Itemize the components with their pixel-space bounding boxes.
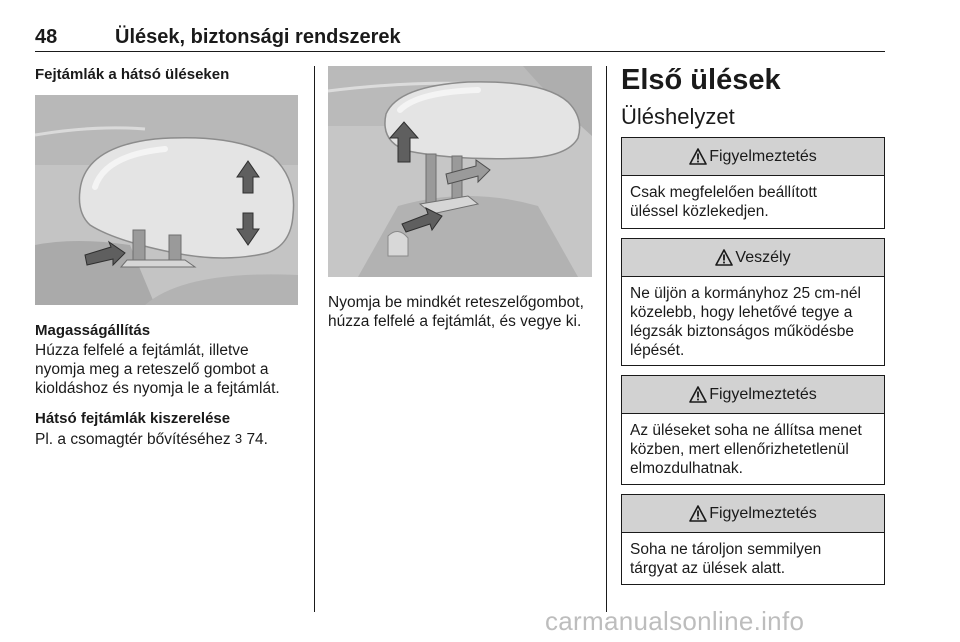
rear-headrest-illustration (35, 95, 298, 305)
danger-box (621, 238, 885, 366)
removal-text-body: Pl. a csomagtér bővítéséhez (35, 431, 231, 448)
warning-title: Figyelmeztetés (709, 385, 817, 403)
warning-line: elmozdulhatnak. (630, 460, 743, 477)
rear-headrest-heading: Fejtámlák a hátsó üléseken (35, 66, 230, 83)
height-adjust-line: kioldáshoz és nyomja le a fejtámlát. (35, 380, 280, 397)
height-adjust-title: Magasságállítás (35, 322, 151, 339)
removal-instruction-line: Nyomja be mindkét reteszelőgombot, (328, 294, 584, 311)
warning-line: közben, mert ellenőrizhetetlenül (630, 441, 849, 458)
height-adjust-line: nyomja meg a reteszelő gombot a (35, 361, 269, 378)
warning-box-header (622, 376, 884, 414)
warning-box-header (622, 495, 884, 533)
section-title: Első ülések (621, 64, 781, 96)
warning-box (621, 375, 885, 485)
page-ref-arrow-icon[interactable]: 3 (234, 431, 243, 446)
danger-line: Ne üljön a kormányhoz 25 cm-nél (630, 285, 861, 302)
chapter-title: Ülések, biztonsági rendszerek (115, 26, 401, 48)
danger-line: légzsák biztonságos működésbe (630, 323, 855, 340)
warning-title: Figyelmeztetés (709, 504, 817, 522)
warning-line: tárgyat az ülések alatt. (630, 560, 786, 577)
danger-line: lépését. (630, 342, 685, 359)
section-subtitle: Üléshelyzet (621, 104, 735, 129)
danger-title: Veszély (735, 248, 791, 266)
removal-text (35, 429, 268, 449)
watermark: carmanualsonline.info (545, 606, 805, 636)
page-header (35, 24, 885, 52)
warning-body (622, 533, 884, 587)
warning-body (622, 414, 884, 487)
warning-line: üléssel közlekedjen. (630, 203, 769, 220)
warning-line: Csak megfelelően beállított (630, 184, 817, 201)
warning-triangle-icon (689, 386, 707, 403)
danger-line: közelebb, hogy lehetővé tegye a (630, 304, 853, 321)
warning-box-header (622, 138, 884, 176)
warning-title: Figyelmeztetés (709, 147, 817, 165)
removal-instruction (328, 293, 584, 331)
column-divider-right (606, 66, 607, 612)
warning-line: Az üléseket soha ne állítsa menet (630, 422, 862, 439)
danger-body (622, 277, 884, 369)
danger-box-header (622, 239, 884, 277)
height-adjust-text (35, 341, 280, 398)
height-adjust-line: Húzza felfelé a fejtámlát, illetve (35, 342, 249, 359)
page-ref-link[interactable]: 74. (246, 431, 268, 448)
column-divider-left (314, 66, 315, 612)
removal-title: Hátsó fejtámlák kiszerelése (35, 410, 231, 427)
warning-triangle-icon (689, 505, 707, 522)
warning-line: Soha ne tároljon semmilyen (630, 541, 822, 558)
warning-box (621, 494, 885, 585)
warning-triangle-icon (715, 249, 733, 266)
warning-triangle-icon (689, 148, 707, 165)
headrest-removal-illustration (328, 66, 592, 277)
warning-body (622, 176, 884, 230)
removal-instruction-line: húzza felfelé a fejtámlát, és vegye ki. (328, 313, 582, 330)
warning-box (621, 137, 885, 229)
page-number: 48 (35, 26, 58, 48)
